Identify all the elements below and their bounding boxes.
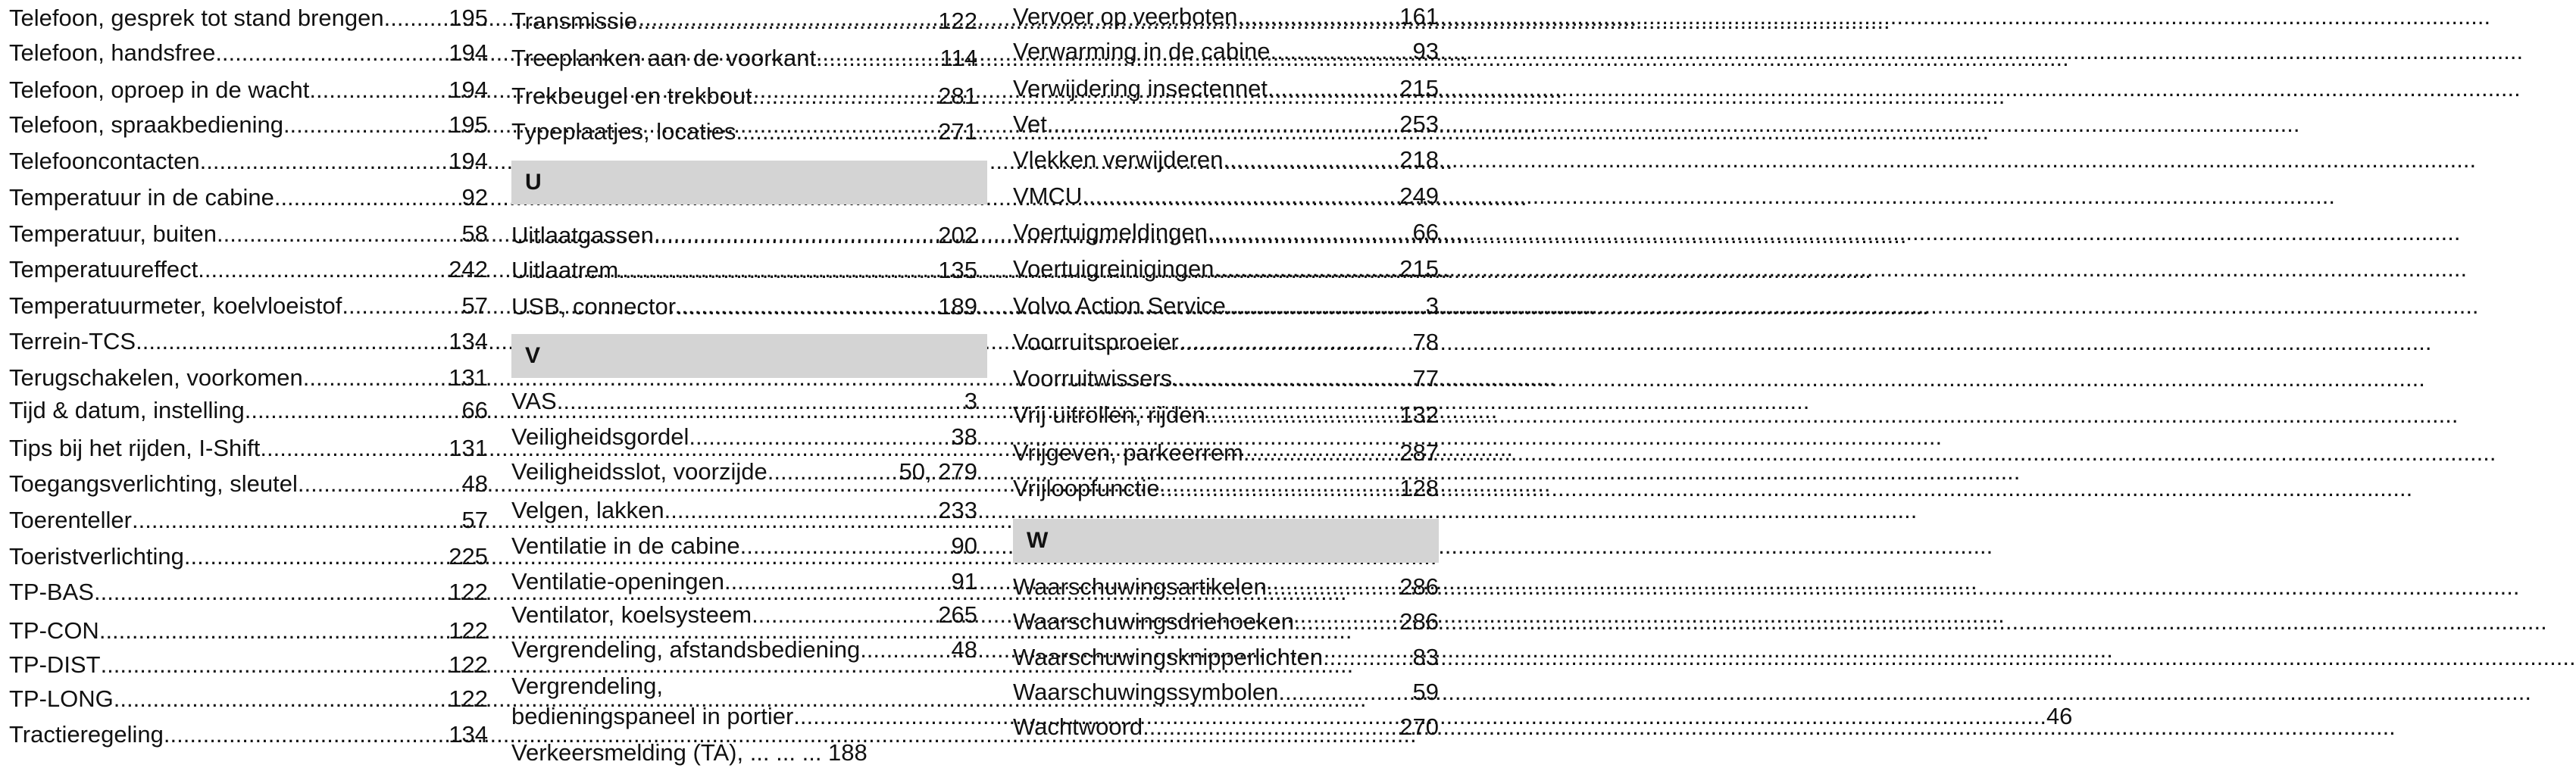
section-header-v: V <box>511 334 987 378</box>
index-entry: TP-BAS ..... 122 <box>9 577 488 607</box>
index-entry: Velgen, lakken ..... 233 <box>511 495 977 526</box>
index-entry: Terugschakelen, voorkomen ..... 131 <box>9 363 488 393</box>
index-entry: VMCU ..... 249 <box>1013 181 1439 211</box>
index-column-1 <box>9 0 488 750</box>
index-entry: Waarschuwingsknipperlichten ..... 83 <box>1013 642 1439 673</box>
index-entry: Telefoon, gesprek tot stand brengen ..... 195 <box>9 3 488 33</box>
index-entry: Telefoon, handsfree ..... 194 <box>9 38 488 68</box>
index-entry: Uitlaatrem ..... 135 <box>511 255 977 286</box>
index-entry: Vet ..... 253 <box>1013 109 1439 139</box>
index-entry: Waarschuwingsartikelen ..... 286 <box>1013 572 1439 602</box>
index-entry: Vrijloopfunctie ..... 128 <box>1013 473 1439 504</box>
index-entry: Vervoer op veerboten ..... 161 <box>1013 2 1439 32</box>
section-header-w: W <box>1013 519 1439 563</box>
index-entry: Wachtwoord ..... 270 <box>1013 712 1439 742</box>
index-entry: Tijd & datum, instelling ..... 66 <box>9 395 488 426</box>
index-entry: Waarschuwingsdriehoeken ..... 286 <box>1013 607 1439 637</box>
index-entry: Veiligheidsslot, voorzijde ..... 50, 279 <box>511 457 977 487</box>
index-entry: Vergrendeling, bedieningspaneel in portier ..... 46 <box>511 671 977 732</box>
index-entry: Ventilatie-openingen ..... 91 <box>511 567 977 597</box>
index-entry: TP-LONG ..... 122 <box>9 684 488 714</box>
index-entry: Temperatuur in de cabine ..... 92 <box>9 183 488 213</box>
index-entry: Verwarming in de cabine ..... 93 <box>1013 36 1439 67</box>
index-entry: Voorruitwissers ..... 77 <box>1013 364 1439 394</box>
index-entry: Vrijgeven, parkeerrem ..... 287 <box>1013 438 1439 468</box>
index-entry: TP-CON ..... 122 <box>9 616 488 646</box>
index-entry: Trekbeugel en trekbout ..... 281 <box>511 81 977 111</box>
index-column-3 <box>1013 0 1489 750</box>
index-entry: Volvo Action Service ..... 3 <box>1013 291 1439 321</box>
index-entry: Voertuigmeldingen ..... 66 <box>1013 217 1439 248</box>
index-entry: Treeplanken aan de voorkant ..... 114 <box>511 43 977 73</box>
index-entry: Voertuigreinigingen ..... 215 <box>1013 254 1439 284</box>
index-entry: Vergrendeling, afstandsbediening ..... 48 <box>511 635 977 665</box>
index-entry: Waarschuwingssymbolen ..... 59 <box>1013 677 1439 707</box>
section-header-u: U <box>511 161 987 204</box>
index-entry: Ventilatie in de cabine ..... 90 <box>511 531 977 561</box>
index-entry: Terrein-TCS ..... 134 <box>9 326 488 357</box>
index-entry: USB, connector ..... 189 <box>511 292 977 322</box>
index-entry: Toegangsverlichting, sleutel ..... 48 <box>9 469 488 499</box>
index-entry: Toerenteller ..... 57 <box>9 505 488 535</box>
index-entry: Telefooncontacten ..... 194 <box>9 146 488 176</box>
index-entry: Telefoon, spraakbediening ..... 195 <box>9 110 488 140</box>
index-entry: Veiligheidsgordel ..... 38 <box>511 422 977 452</box>
index-entry: VAS ..... 3 <box>511 386 977 417</box>
index-entry: Temperatuur, buiten ..... 58 <box>9 219 488 249</box>
index-entry: Tips bij het rijden, I-Shift ..... 131 <box>9 433 488 464</box>
index-entry: Typeplaatjes, locaties ..... 271 <box>511 117 977 147</box>
index-entry: Toeristverlichting ..... 225 <box>9 542 488 572</box>
index-entry: Temperatuureffect ..... 242 <box>9 254 488 285</box>
index-entry: Vlekken verwijderen ..... 218 <box>1013 145 1439 175</box>
index-entry: Ventilator, koelsysteem ..... 265 <box>511 600 977 630</box>
index-entry-partial: Verkeersmelding (TA), ... ... ... 188 <box>511 739 868 766</box>
index-entry: Verwijdering insectennet ..... 215 <box>1013 73 1439 104</box>
index-entry: Vrij uitrollen, rijden ..... 132 <box>1013 400 1439 430</box>
index-entry: Transmissie ..... 122 <box>511 6 977 36</box>
index-entry: Temperatuurmeter, koelvloeistof ..... 57 <box>9 291 488 321</box>
index-entry: Uitlaatgassen ..... 202 <box>511 220 977 251</box>
index-entry: Tractieregeling ..... 134 <box>9 720 488 750</box>
index-entry: Voorruitsproeier ..... 78 <box>1013 327 1439 357</box>
index-entry: Telefoon, oproep in de wacht ..... 194 <box>9 75 488 105</box>
index-entry: TP-DIST ..... 122 <box>9 650 488 680</box>
